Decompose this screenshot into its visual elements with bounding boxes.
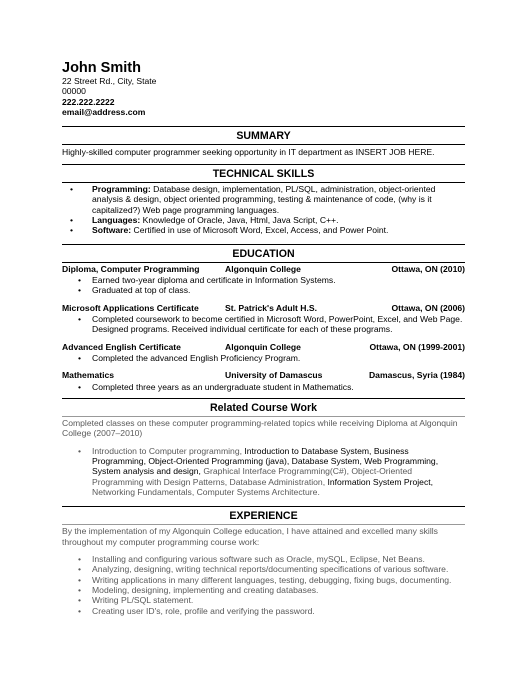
list-item: • Graduated at top of class.	[62, 285, 465, 295]
education-school: Algonquin College	[225, 341, 301, 352]
list-item: • Software: Certified in use of Microsoft Word, Excel, Access, and Power Point.	[62, 225, 465, 235]
experience-list	[62, 554, 465, 616]
education-school: Algonquin College	[225, 263, 301, 274]
list-item: • Completed the advanced English Proficiency Program.	[62, 353, 465, 363]
education-bullets	[62, 353, 465, 363]
list-item: • Programming: Database design, implementation, PL/SQL, administration, object-oriented analysis & design, object oriented programming, testing & maintenance of code, (why is it capitalized?) Web page programming languages.	[62, 184, 465, 215]
education-bullets	[62, 275, 465, 296]
resume-page	[62, 60, 465, 616]
education-entry-header	[62, 303, 465, 313]
zip-line: 00000	[62, 86, 86, 97]
education-school: University of Damascus	[225, 370, 323, 381]
summary-text: Highly-skilled computer programmer seeking opportunity in IT department as INSERT JOB HERE.	[62, 146, 435, 157]
list-item: • Analyzing, designing, writing technical reports/documenting specifications of various software.	[62, 564, 465, 574]
phone-line: 222.222.2222	[62, 96, 115, 107]
summary-heading: SUMMARY	[62, 126, 465, 145]
experience-heading: EXPERIENCE	[62, 506, 465, 525]
education-place: Damascus, Syria (1984)	[368, 370, 465, 381]
education-title: Diploma, Computer Programming	[62, 263, 200, 274]
list-item: • Writing applications in many different languages, testing, debugging, fixing bugs, documenting.	[62, 575, 465, 585]
skills-heading: TECHNICAL SKILLS	[62, 164, 465, 183]
experience-intro: By the implementation of my Algonquin College education, I have attained and excelled many skills throughout my computer programming course work:	[62, 526, 438, 547]
list-item: • Languages: Knowledge of Oracle, Java, Html, Java Script, C++.	[62, 215, 465, 225]
list-item: • Installing and configuring various software such as Oracle, mySQL, Eclipse, Net Beans.	[62, 554, 465, 564]
education-entry-header	[62, 370, 465, 380]
skills-list	[62, 184, 465, 235]
education-place: Ottawa, ON (1999-2001)	[369, 341, 465, 352]
education-bullets	[62, 314, 465, 335]
education-title: Advanced English Certificate	[62, 341, 181, 352]
list-item: • Earned two-year diploma and certificate in Information Systems.	[62, 275, 465, 285]
candidate-name: John Smith	[62, 60, 141, 76]
address-line: 22 Street Rd., City, State	[62, 76, 157, 86]
coursework-heading: Related Course Work	[62, 398, 465, 417]
list-item: • Completed coursework to become certified in Microsoft Word, PowerPoint, Excel, and Web Page. Designed programs. Received individual certificate for each of these programs.	[62, 314, 465, 335]
list-item: • Writing PL/SQL statement.	[62, 595, 465, 605]
education-entries	[62, 264, 465, 392]
coursework-intro: Completed classes on these computer programming-related topics while receiving Diploma at Algonquin College (2007–2010)	[62, 417, 458, 439]
list-item: • Creating user ID's, role, profile and verifying the password.	[62, 606, 465, 616]
email-line: email@address.com	[62, 107, 146, 118]
list-item: • Completed three years as an undergraduate student in Mathematics.	[62, 382, 465, 392]
education-place: Ottawa, ON (2010)	[391, 263, 465, 274]
coursework-list	[62, 446, 465, 497]
education-place: Ottawa, ON (2006)	[391, 302, 465, 313]
list-item: • Introduction to Computer programming, Introduction to Database System, Business Programming, Object-Oriented Programming (java), Database System, Web Programming, System analysis and design, Graphical Interface Programming(C#), Object-Oriented Programming with Design Patterns, Database Administration, Information System Project, Networking Fundamentals, Computer Systems Architecture.	[62, 446, 465, 497]
education-school: St. Patrick's Adult H.S.	[225, 302, 317, 313]
education-heading: EDUCATION	[62, 244, 465, 263]
education-bullets	[62, 382, 465, 392]
education-entry-header	[62, 342, 465, 352]
education-title: Microsoft Applications Certificate	[62, 302, 199, 313]
resume-header	[62, 60, 465, 118]
education-title: Mathematics	[62, 370, 115, 381]
education-entry-header	[62, 264, 465, 274]
list-item: • Modeling, designing, implementing and creating databases.	[62, 585, 465, 595]
